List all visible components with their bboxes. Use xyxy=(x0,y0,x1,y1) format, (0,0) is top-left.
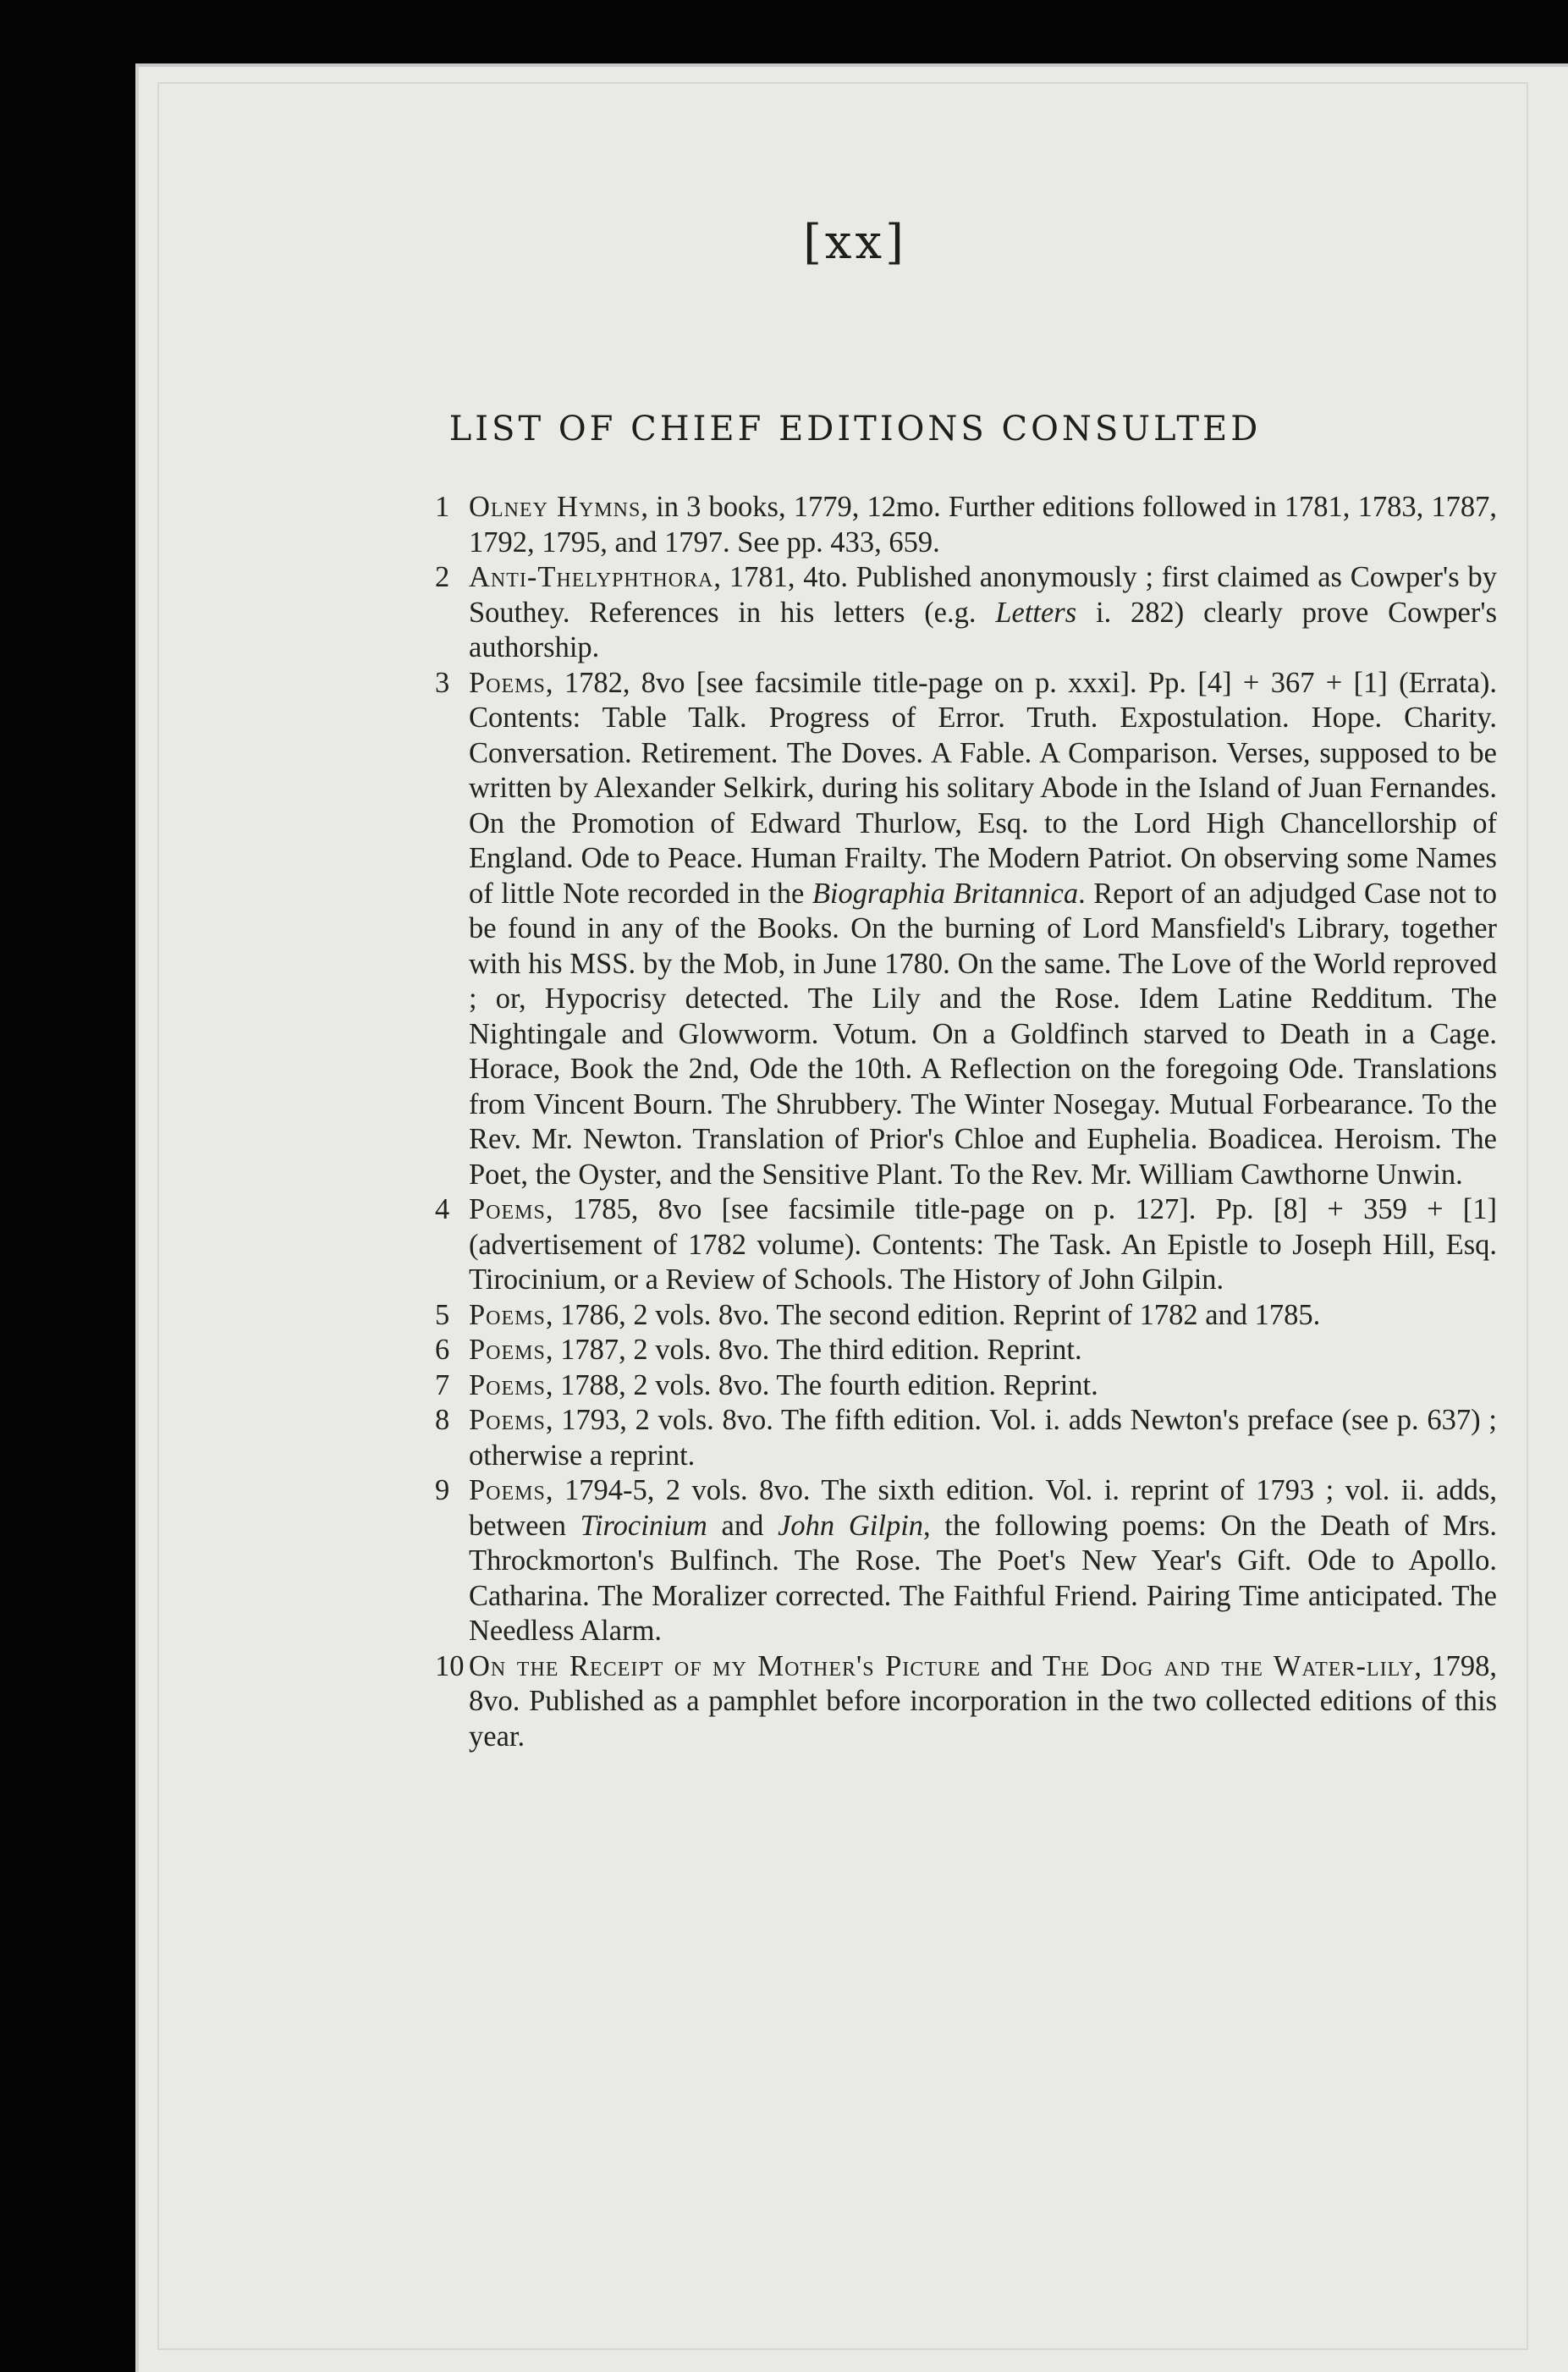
entry-body: and xyxy=(981,1649,1043,1682)
entry-title-2: The Dog and the Water-lily xyxy=(1042,1649,1415,1682)
entry-title: Poems xyxy=(469,1368,546,1401)
entry-title: Poems xyxy=(469,666,546,699)
entry-title: Poems xyxy=(469,1404,546,1436)
entry-number: 3 xyxy=(435,666,450,699)
entry-number: 9 xyxy=(435,1474,450,1506)
entry-body: , 1788, 2 vols. 8vo. The fourth edition. Reprint. xyxy=(545,1368,1098,1401)
edition-entry-3 xyxy=(435,666,1497,1193)
entry-title: Poems xyxy=(469,1334,546,1366)
entry-body: , 1782, 8vo [see facsimile title-page on p. xxxi]. Pp. [4] + 367 + [1] (Errata). Contents: Table Talk. Progress of Error. Truth. Expostulation. Hope. Charity. Conversation. Retirement. The Doves. A Fable. A Comparison. Verses, supposed to be written by Alexander Selkirk, during his solitary Abode in the Island of Juan Fernandes. On the Promotion of Edward Thurlow, Esq. to the Lord High Chancellorship of England. Ode to Peace. Human Frailty. The Modern Patriot. On observing some Names of little Note recorded in the xyxy=(469,666,1497,910)
entry-title: Olney Hymns xyxy=(469,491,641,523)
entry-number: 8 xyxy=(435,1404,450,1436)
entry-body-cont: and xyxy=(707,1509,778,1542)
edition-entry-8 xyxy=(435,1403,1497,1473)
edition-entry-9 xyxy=(435,1473,1497,1649)
edition-entry-5 xyxy=(435,1298,1497,1334)
entry-italic: Tirocinium xyxy=(580,1509,707,1542)
entry-number: 7 xyxy=(435,1368,450,1401)
entry-title: Poems xyxy=(469,1193,546,1225)
entry-body: , 1793, 2 vols. 8vo. The fifth edition. Vol. i. adds Newton's preface (see p. 637) ; otherwise a reprint. xyxy=(469,1404,1497,1472)
entry-italic: Biographia Britannica xyxy=(812,877,1079,910)
edition-entry-2 xyxy=(435,560,1497,666)
entry-title: Poems xyxy=(469,1298,546,1331)
entry-italic: Letters xyxy=(995,596,1077,629)
page-number: [xx] xyxy=(803,215,907,270)
entry-number: 5 xyxy=(435,1298,450,1331)
entry-body: , 1787, 2 vols. 8vo. The third edition. Reprint. xyxy=(545,1334,1082,1366)
edition-entry-1 xyxy=(435,490,1497,560)
entry-italic-2: John Gilpin xyxy=(778,1509,924,1542)
entry-body-cont: i. 282) clearly prove Cowper's authorship. xyxy=(469,596,1497,663)
editions-list xyxy=(435,490,1497,1754)
entry-body: , 1794-5, 2 vols. 8vo. The sixth edition. Vol. i. reprint of 1793 ; vol. ii. adds, between xyxy=(469,1474,1497,1542)
edition-entry-6 xyxy=(435,1333,1497,1368)
entry-title: Poems xyxy=(469,1474,546,1506)
section-heading: LIST OF CHIEF EDITIONS CONSULTED xyxy=(448,410,1262,449)
edition-entry-10 xyxy=(435,1649,1497,1755)
entry-body: , 1785, 8vo [see facsimile title-page on p. 127]. Pp. [8] + 359 + [1] (advertisement of 1782 volume). Contents: The Task. An Epistle to Joseph Hill, Esq. Tirocinium, or a Review of Schools. The History of John Gilpin. xyxy=(469,1193,1497,1296)
entry-title: Anti-Thelyphthora xyxy=(469,561,714,593)
entry-body-cont: , 1798, 8vo. Published as a pamphlet before incorporation in the two collected editions of this year. xyxy=(469,1649,1497,1753)
entry-number: 10 xyxy=(435,1649,465,1682)
entry-body: , in 3 books, 1779, 12mo. Further editions followed in 1781, 1783, 1787, 1792, 1795, and 1797. See pp. 433, 659. xyxy=(469,491,1497,559)
entry-number: 6 xyxy=(435,1334,450,1366)
edition-entry-4 xyxy=(435,1192,1497,1298)
book-page xyxy=(135,63,1568,2372)
entry-title: On the Receipt of my Mother's Picture xyxy=(469,1649,982,1682)
entry-body-cont-2: , the following poems: On the Death of Mrs. Throckmorton's Bulfinch. The Rose. The Poet's New Year's Gift. Ode to Apollo. Catharina. The Moralizer corrected. The Faithful Friend. Pairing Time anticipated. The Needless Alarm. xyxy=(469,1509,1497,1647)
entry-body-cont: . Report of an adjudged Case not to be found in any of the Books. On the burning of Lord Mansfield's Library, together with his MSS. by the Mob, in June 1780. On the same. The Love of the World reproved ; or, Hypocrisy detected. The Lily and the Rose. Idem Latine Redditum. The Nightingale and Glowworm. Votum. On a Goldfinch starved to Death in a Cage. Horace, Book the 2nd, Ode the 10th. A Reflection on the foregoing Ode. Translations from Vincent Bourn. The Shrubbery. The Winter Nosegay. Mutual Forbearance. To the Rev. Mr. Newton. Translation of Prior's Chloe and Euphelia. Boadicea. Heroism. The Poet, the Oyster, and the Sensitive Plant. To the Rev. Mr. William Cawthorne Unwin. xyxy=(469,877,1497,1191)
entry-body: , 1786, 2 vols. 8vo. The second edition. Reprint of 1782 and 1785. xyxy=(545,1298,1321,1331)
entry-number: 2 xyxy=(435,561,450,593)
edition-entry-7 xyxy=(435,1368,1497,1404)
entry-number: 1 xyxy=(435,491,450,523)
entry-number: 4 xyxy=(435,1193,450,1225)
entry-body: , 1781, 4to. Published anonymously ; first claimed as Cowper's by Southey. References in his letters (e.g. xyxy=(469,561,1497,629)
